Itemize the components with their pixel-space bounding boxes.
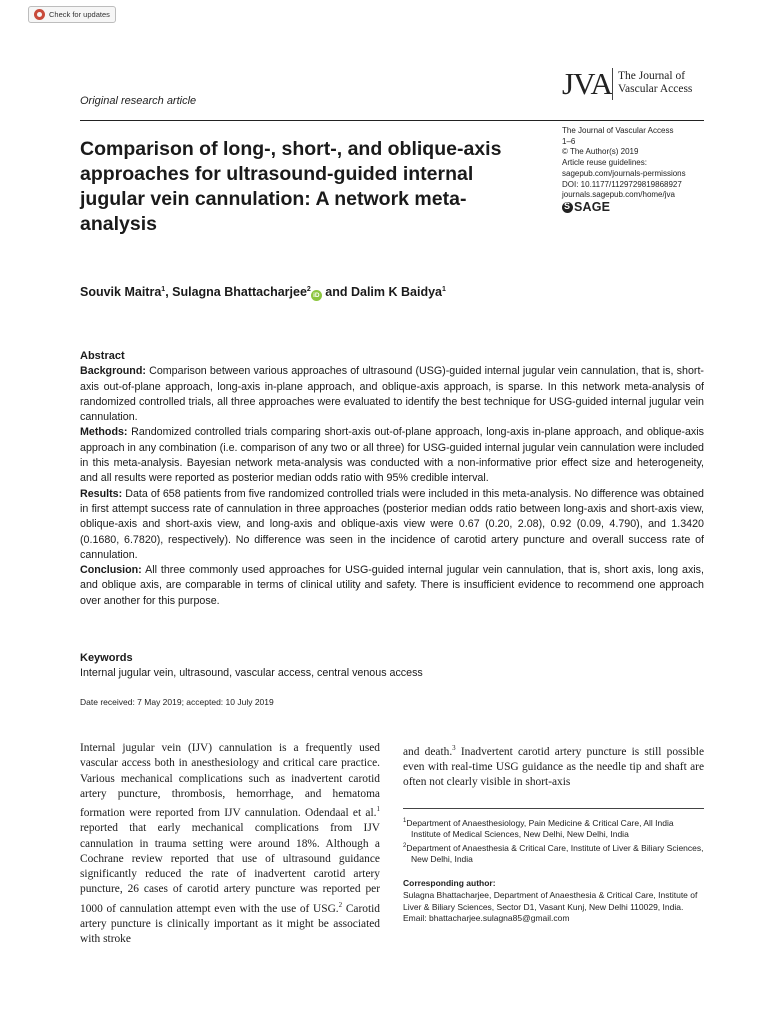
body-column-right [403, 741, 704, 791]
meta-reuse-link[interactable]: sagepub.com/journals-permissions [562, 168, 686, 178]
affiliation-marker: 2 [306, 285, 311, 293]
meta-doi[interactable]: DOI: 10.1177/1129729819868927 [562, 179, 682, 189]
journal-name-line1: The Journal of [618, 70, 686, 82]
reference-link[interactable]: 1 [376, 805, 380, 814]
background-label: Background: [80, 365, 146, 378]
methods-text: Randomized controlled trials comparing short-axis out-of-plane approach, long-axis in-plane approach, and oblique-axis approach in any combination (i.e. comparison of any two or all three) for USG-guided internal jugular vein cannulation were included in this meta-analysis. Bayesian network meta-analysis was conducted with a non-informative prior effect size and heterogeneity, and all results were reported as posterior median odds ratio with 95% credible interval. [80, 426, 704, 485]
check-for-updates-label: Check for updates [49, 10, 110, 19]
check-for-updates-button[interactable] [28, 6, 116, 23]
body-text: reported that early mechanical complications from IJV cannulation in trauma setting were around 18%. Although a Cochrane review reported that use of ultrasound guidance significantly reduced the rate of inadvertent carotid artery puncture, 26 cases of carotid artery puncture was reported per 1000 of cannulation attempt even with the use of USG. [80, 822, 380, 915]
abstract-results [80, 487, 704, 563]
body-text: Carotid artery puncture is clinically important as it might be associated with stroke [80, 902, 380, 946]
meta-pages: 1–6 [562, 136, 576, 146]
methods-label: Methods: [80, 426, 128, 439]
journal-logo: JVA [562, 66, 612, 101]
conclusion-label: Conclusion: [80, 564, 142, 577]
publisher-name: SAGE [574, 200, 611, 215]
affiliations [403, 816, 704, 866]
affiliation-item [403, 816, 704, 841]
body-text: and death. [403, 745, 453, 758]
author-name: Souvik Maitra [80, 285, 162, 299]
conclusion-text: All three commonly used approaches for USG-guided internal jugular vein cannulation, that is, short axis, long axis, and oblique axis, are comparable in terms of clinical utility and safety. There is insufficient evidence to recommend one approach over another for this purpose. [80, 564, 704, 607]
author-name: Dalim K Baidya [350, 285, 442, 299]
logo-divider [612, 68, 613, 100]
reference-link[interactable]: 3 [452, 744, 456, 752]
author-list [80, 285, 446, 301]
header-rule [80, 120, 704, 121]
reference-link[interactable]: 2 [338, 900, 343, 909]
corresponding-email[interactable]: Email: bhattacharjee.sulagna85@gmail.com [403, 913, 570, 924]
abstract [80, 349, 704, 609]
keywords [80, 651, 704, 681]
abstract-heading: Abstract [80, 350, 125, 362]
body-column-left [80, 741, 380, 947]
meta-journal: The Journal of Vascular Access [562, 126, 674, 135]
abstract-conclusion [80, 563, 704, 609]
affiliation-rule [403, 808, 704, 809]
author-name: Sulagna Bhattacharjee [172, 285, 307, 299]
meta-home-link[interactable]: journals.sagepub.com/home/jva [562, 190, 675, 200]
abstract-background [80, 364, 704, 425]
affiliation-number: 1 [403, 818, 407, 824]
results-label: Results: [80, 487, 123, 500]
journal-name [618, 70, 708, 96]
meta-reuse: Article reuse guidelines: [562, 158, 647, 168]
article-dates: Date received: 7 May 2019; accepted: 10 July 2019 [80, 697, 274, 707]
affiliation-marker: 1 [161, 285, 166, 293]
body-text: Internal jugular vein (IJV) cannulation is a frequently used vascular access both in anesthesiology and critical care practice. Various mechanical complications such as inadvertent carotid artery puncture, thrombosis, hemorrhage, and hematoma formation were reported from IJV cannulation. Odendaal et al. [80, 742, 380, 819]
affiliation-text: Department of Anaesthesiology, Pain Medicine & Critical Care, All India Institute of Medical Sciences, New Delhi, New Delhi, India [406, 817, 674, 840]
corresponding-author [403, 878, 704, 925]
sage-icon [562, 202, 573, 213]
background-text: Comparison between various approaches of ultrasound (USG)-guided internal jugular vein cannulation, that is, short-axis out-of-plane approach, long-axis in-plane approach, and oblique-axis approach, is sparse. In this network meta-analysis of randomized controlled trials, all three approaches were evaluated to identify the best technique for USG-guided internal jugular vein cannulation. [80, 365, 704, 424]
publisher-logo [562, 202, 742, 213]
journal-name-line2: Vascular Access [618, 83, 693, 95]
author-separator: and [321, 285, 351, 299]
journal-meta [562, 126, 742, 213]
updates-icon [34, 9, 45, 20]
meta-copyright: © The Author(s) 2019 [562, 147, 639, 157]
affiliation-text: Department of Anaesthesia & Critical Care, Institute of Liver & Biliary Sciences, New Delhi, India [406, 842, 704, 865]
orcid-icon[interactable]: iD [311, 290, 322, 301]
affiliation-number: 2 [403, 842, 407, 849]
corresponding-heading: Corresponding author: [403, 878, 496, 888]
keywords-heading: Keywords [80, 652, 133, 664]
author-separator: , [165, 285, 173, 299]
corresponding-address: Sulagna Bhattacharjee, Department of Anaesthesia & Critical Care, Institute of Liver & Biliary Sciences, Sector D1, Vasant Kunj, New Delhi 110029, India. [403, 889, 698, 912]
results-text: Data of 658 patients from five randomized controlled trials were included in this meta-analysis. No difference was obtained in first attempt success rate of cannulation in three approaches (posterior median odds ratio between long-axis and short-axis view, oblique-axis and short-axis view, and long-axis and oblique-axis view were 0.67 (0.20, 2.08), 0.92 (0.09, 4.790), and 1.3420 (0.1680, 6.7820), respectively). No difference was seen in the incidence of carotid artery puncture and overall success rate of cannulation. [80, 487, 704, 561]
affiliation-marker: 1 [442, 285, 446, 293]
abstract-methods [80, 425, 704, 486]
keywords-text: Internal jugular vein, ultrasound, vascular access, central venous access [80, 667, 423, 679]
article-type: Original research article [80, 95, 197, 107]
body-text: Inadvertent carotid artery puncture is still possible even with real-time USG guidance as the needle tip and shaft are often not clearly visible in short-axis [403, 745, 705, 789]
affiliation-item [403, 841, 704, 866]
article-title: Comparison of long-, short-, and oblique-axis approaches for ultrasound-guided internal jugular vein cannulation: A network meta-analysis [80, 138, 502, 235]
